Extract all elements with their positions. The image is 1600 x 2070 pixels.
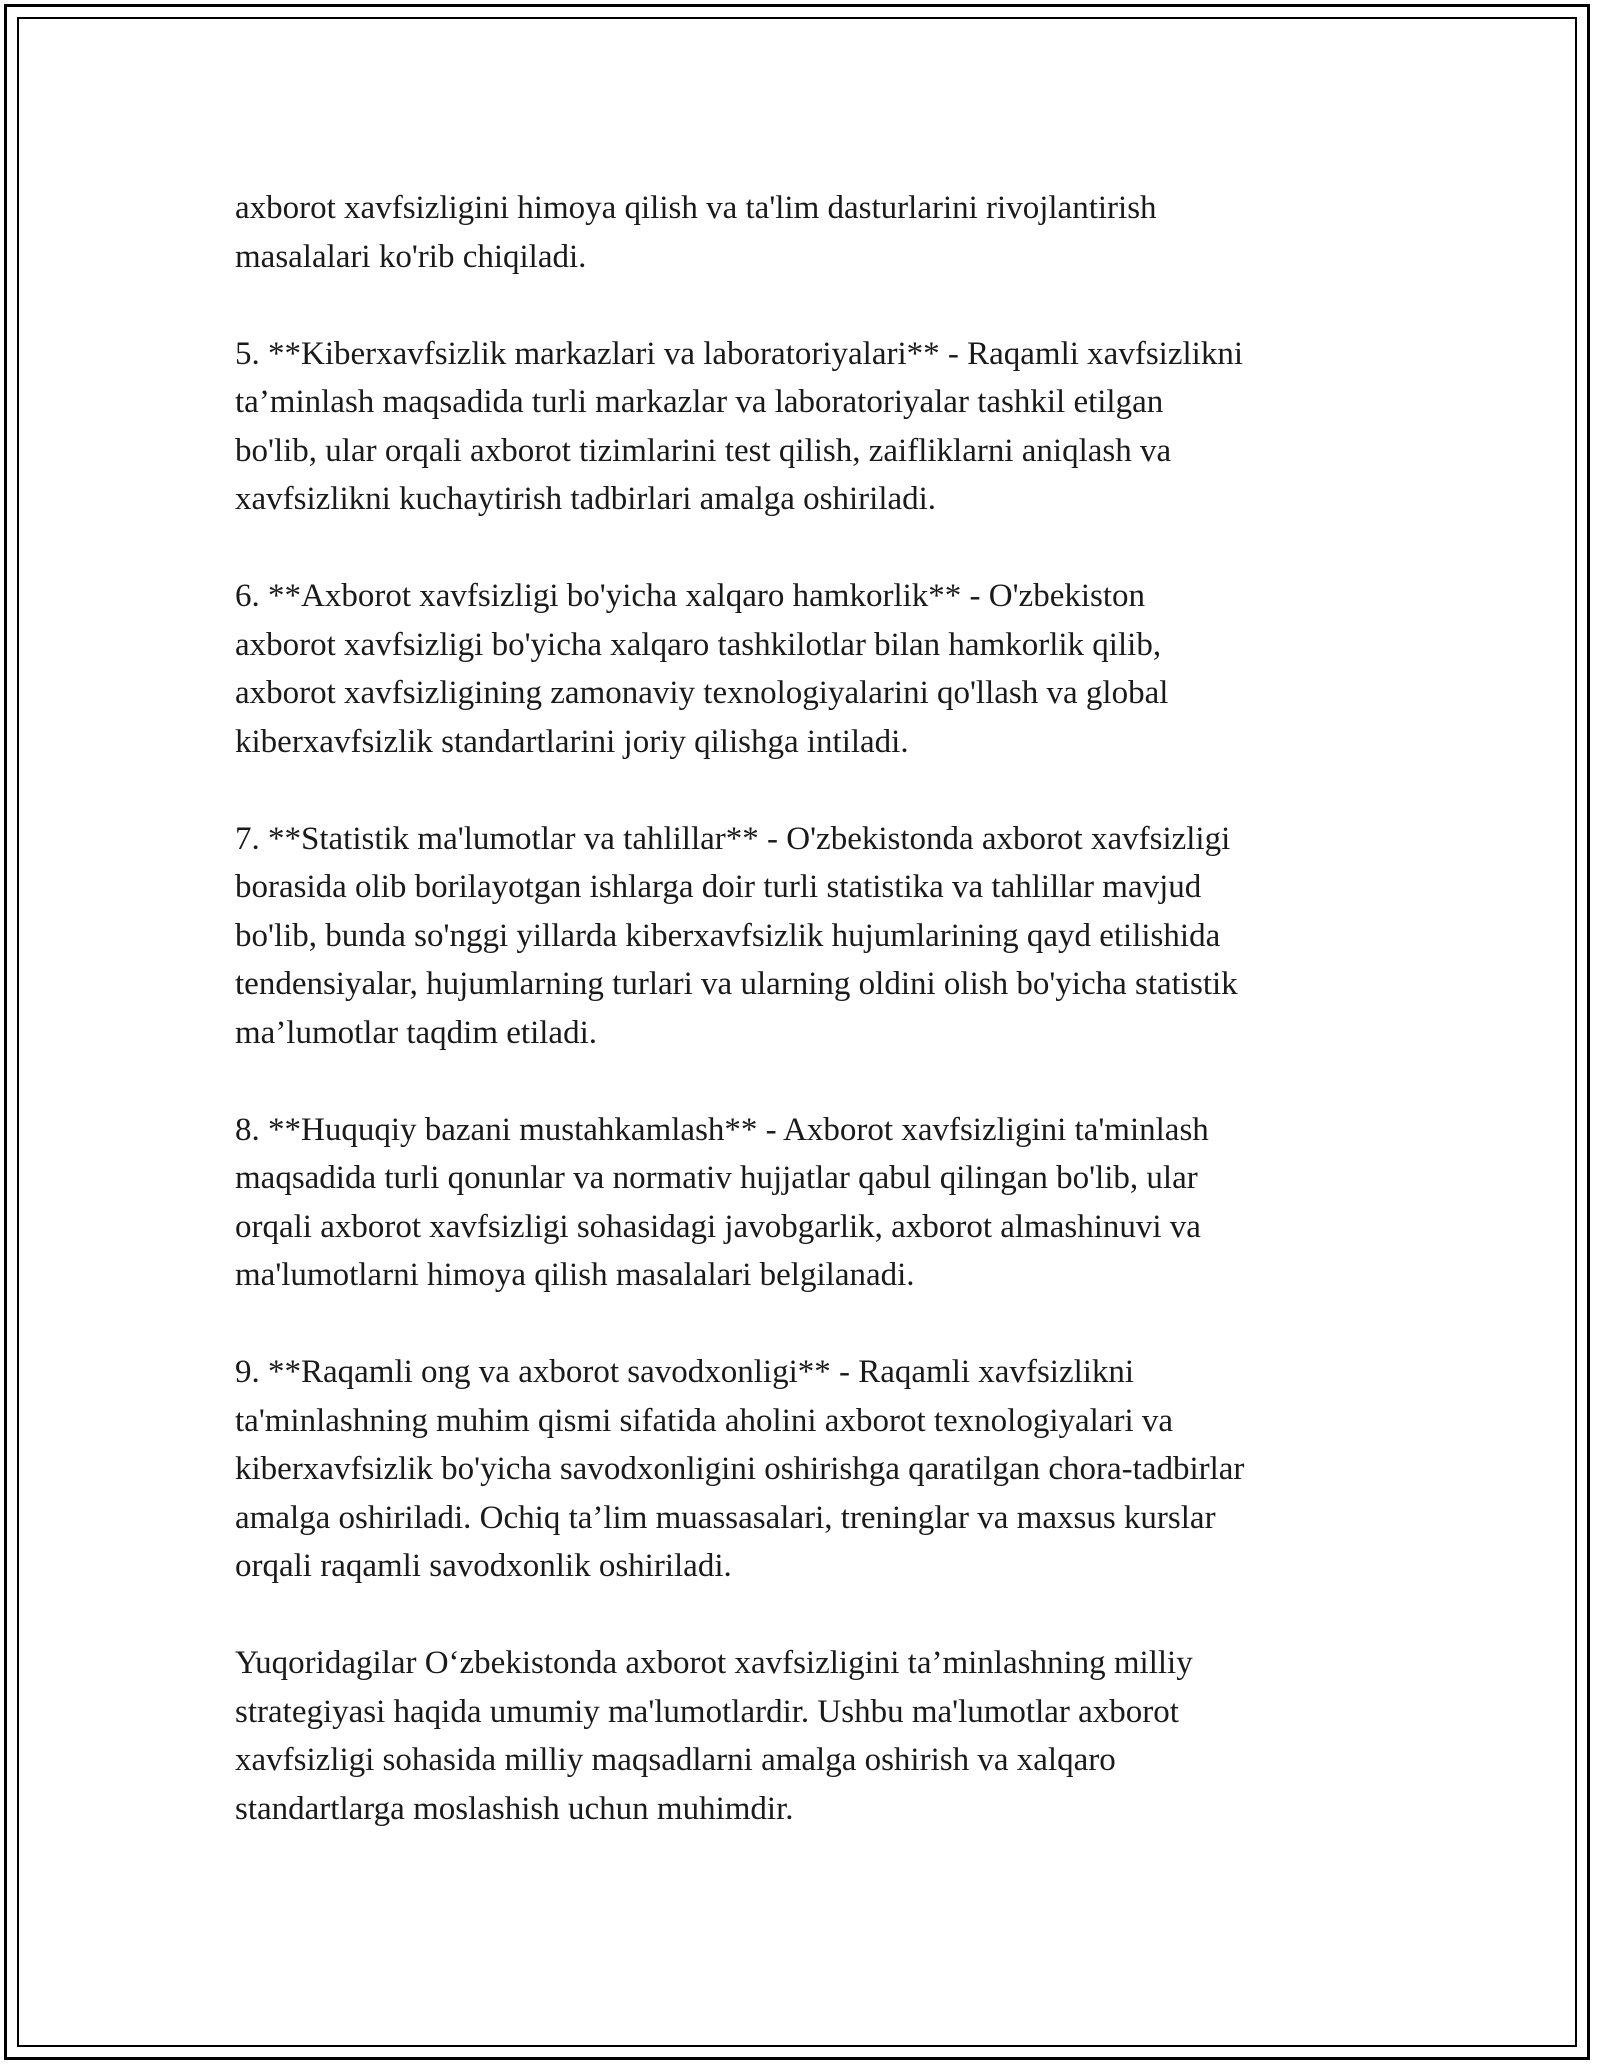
paragraph-conclusion: Yuqoridagilar O‘zbekistonda axborot xavfsizligini ta’minlashning milliy strategiyasi haqida umumiy ma'lumotlardir. Ushbu ma'lumotlar axborot xavfsizligi sohasida milliy maqsadlarni amalga oshirish va xalqaro standartlarga moslashish uchun muhimdir.	[235, 1645, 1193, 1827]
paragraph-item-9: 9. **Raqamli ong va axborot savodxonligi** - Raqamli xavfsizlikni ta'minlashning muhim qismi sifatida aholini axborot texnologiyalari va kiberxavfsizlik bo'yicha savodxonligini oshirishga qaratilgan chora-tadbirlar amalga oshiriladi. Ochiq ta’lim muassasalari, treninglar va maxsus kurslar orqali raqamli savodxonlik oshiriladi.	[235, 1354, 1245, 1584]
paragraph-item-5: 5. **Kiberxavfsizlik markazlari va laboratoriyalari** - Raqamli xavfsizlikni ta’minlash maqsadida turli markazlar va laboratoriyalar tashkil etilgan bo'lib, ular orqali axborot tizimlarini test qilish, zaifliklarni aniqlash va xavfsizlikni kuchaytirish tadbirlari amalga oshiriladi.	[235, 335, 1243, 517]
paragraph-item-6: 6. **Axborot xavfsizligi bo'yicha xalqaro hamkorlik** - O'zbekiston axborot xavfsizligi bo'yicha xalqaro tashkilotlar bilan hamkorlik qilib, axborot xavfsizligining zamonaviy texnologiyalarini qo'llash va global kiberxavfsizlik standartlarini joriy qilishga intiladi.	[235, 578, 1169, 760]
paragraph-item-7: 7. **Statistik ma'lumotlar va tahlillar** - O'zbekistonda axborot xavfsizligi borasida olib borilayotgan ishlarga doir turli statistika va tahlillar mavjud bo'lib, bunda so'nggi yillarda kiberxavfsizlik hujumlarining qayd etilishida tendensiyalar, hujumlarning turlari va ularning oldini olish bo'yicha statistik ma’lumotlar taqdim etiladi.	[235, 820, 1238, 1051]
document-body	[235, 184, 1365, 1882]
paragraph-intro-continuation: axborot xavfsizligini himoya qilish va ta'lim dasturlarini rivojlantirish masalalari ko'rib chiqiladi.	[235, 190, 1157, 275]
paragraph-item-8: 8. **Huquqiy bazani mustahkamlash** - Axborot xavfsizligini ta'minlash maqsadida turli qonunlar va normativ hujjatlar qabul qilingan bo'lib, ular orqali axborot xavfsizligi sohasidagi javobgarlik, axborot almashinuvi va ma'lumotlarni himoya qilish masalalari belgilanadi.	[235, 1111, 1209, 1293]
